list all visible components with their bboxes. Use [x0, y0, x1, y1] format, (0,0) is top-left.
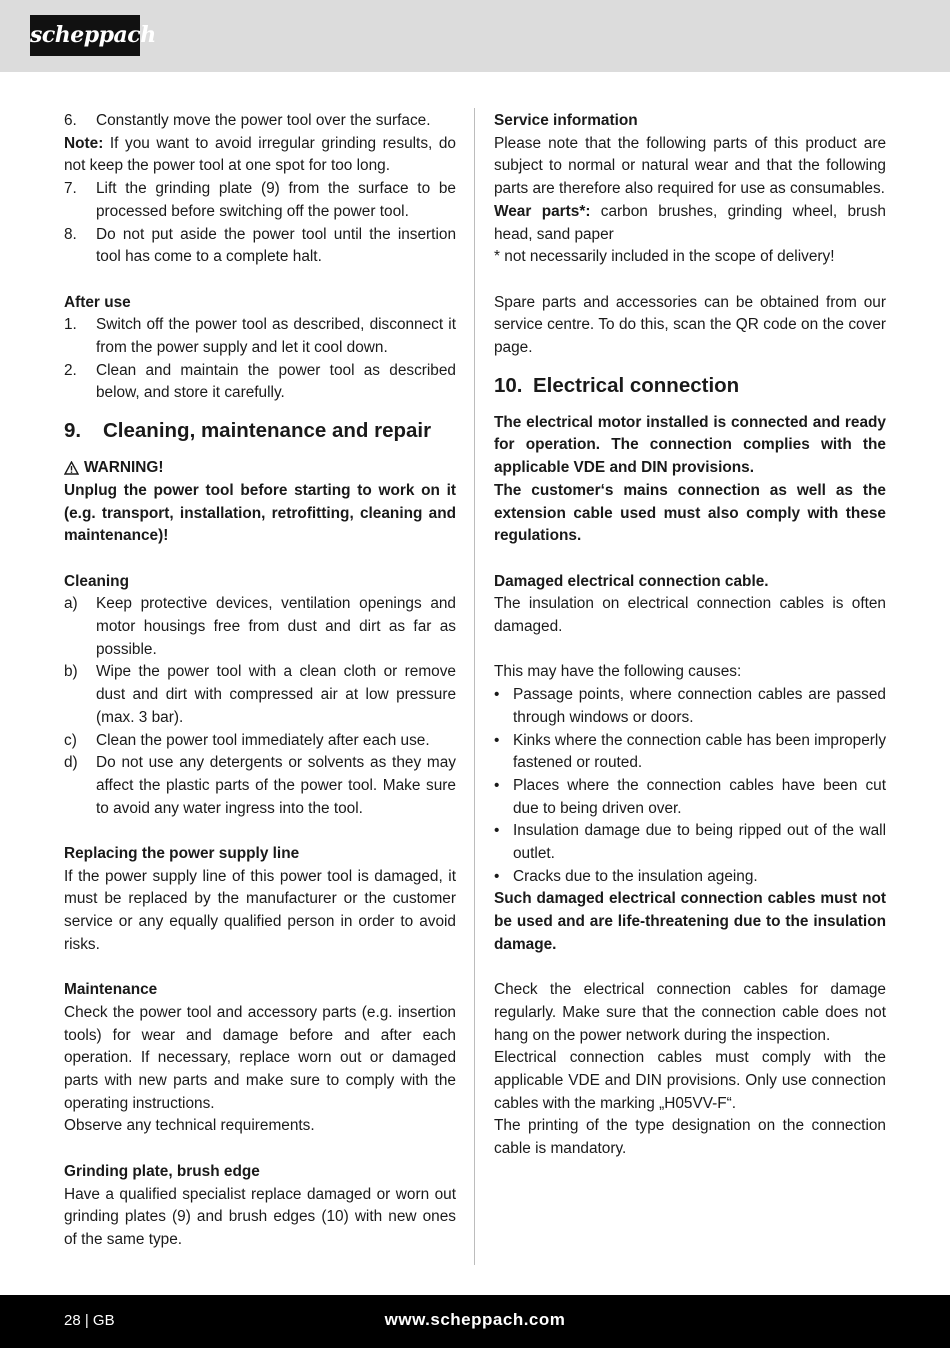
left-column [64, 110, 456, 1252]
list-item: b) Wipe the power tool with a clean cloth or remove dust and dirt with compressed air at low pressure (max. 3 bar). [64, 663, 456, 726]
list-item: 8. Do not put aside the power tool until the insertion tool has come to a complete halt. [64, 225, 456, 266]
right-column [494, 110, 886, 1161]
warning-triangle-icon [64, 461, 79, 475]
list-item: a) Keep protective devices, ventilation openings and motor housings free from dust and dirt as far as possible. [64, 595, 456, 658]
maintenance-text-2: Observe any technical requirements. [64, 1117, 315, 1135]
page-header [0, 0, 950, 72]
danger-text: Such damaged electrical connection cables must not be used and are life-threatening due to the insulation damage. [494, 890, 886, 953]
list-item: • Passage points, where connection cables are passed through windows or doors. [494, 686, 886, 726]
section-10-heading: 10. Electrical connection [494, 373, 740, 397]
service-text: Please note that the following parts of this product are subject to normal or natural wear and that the following parts are therefore also required for use as consumables. [494, 134, 886, 198]
list-item: 2. Clean and maintain the power tool as described below, and store it carefully. [64, 361, 456, 402]
replacing-heading: Replacing the power supply line [64, 845, 300, 863]
comply-text: Electrical connection cables must comply with the applicable VDE and DIN provisions. Only use connection cables with the marking „H05VV-F“. [494, 1049, 886, 1112]
wear-parts: Wear parts*: carbon brushes, grinding wheel, brush head, sand paper [494, 202, 886, 243]
footnote: * not necessarily included in the scope of delivery! [494, 248, 835, 266]
warning-text: Unplug the power tool before starting to work on it (e.g. transport, installation, retrofitting, cleaning and maintenance)! [64, 481, 456, 545]
list-item: • Places where the connection cables have been cut due to being driven over. [494, 776, 886, 817]
list-item: d) Do not use any detergents or solvents as they may affect the plastic parts of the power tool. Make sure to avoid any water ingress into the tool. [64, 754, 456, 817]
column-divider [474, 108, 475, 1265]
maintenance-heading: Maintenance [64, 981, 158, 999]
spare-parts-text: Spare parts and accessories can be obtained from our service centre. To do this, scan the QR code on the cover page. [494, 293, 886, 357]
maintenance-text: Check the power tool and accessory parts (e.g. insertion tools) for wear and damage before and after each operation. If necessary, replace worn out or damaged parts with new parts and make sure to comply with the operating instructions. [64, 1003, 456, 1112]
check-text: Check the electrical connection cables for damage regularly. Make sure that the connection cable does not hang on the power network during the inspection. [494, 981, 886, 1044]
grinding-heading: Grinding plate, brush edge [64, 1162, 260, 1180]
after-use-heading: After use [64, 293, 131, 311]
service-heading: Service information [494, 112, 638, 129]
warning-label: WARNING! [64, 457, 456, 480]
list-item: c) Clean the power tool immediately after each use. [64, 731, 430, 749]
list-item: • Kinks where the connection cable has been improperly fastened or routed. [494, 731, 887, 772]
replacing-text: If the power supply line of this power tool is damaged, it must be replaced by the manufacturer or the customer service or any equally qualified person in order to avoid risks. [64, 867, 456, 953]
list-item: 7. Lift the grinding plate (9) from the surface to be processed before switching off the power tool. [64, 180, 456, 220]
list-item: 1. Switch off the power tool as described, disconnect it from the power supply and let it cool down. [64, 316, 456, 357]
page-footer [0, 1295, 950, 1348]
list-item: • Insulation damage due to being ripped out of the wall outlet. [494, 822, 886, 863]
grinding-text: Have a qualified specialist replace damaged or worn out grinding plates (9) and brush edges (10) with new ones of the same type. [64, 1185, 456, 1248]
damaged-heading: Damaged electrical connection cable. [494, 572, 769, 590]
list-item: 6. Constantly move the power tool over the surface. [64, 112, 431, 129]
list-item: • Cracks due to the insulation ageing. [494, 867, 758, 885]
printing-text: The printing of the type designation on the connection cable is mandatory. [494, 1117, 886, 1158]
damaged-text: The insulation on electrical connection cables is often damaged. [494, 595, 886, 636]
causes-intro: This may have the following causes: [494, 663, 742, 681]
page-number: 28 | GB [64, 1312, 115, 1329]
brand-logo: scheppach [30, 15, 140, 56]
motor-text: The electrical motor installed is connected and ready for operation. The connection complies with the applicable VDE and DIN provisions. [494, 413, 886, 477]
section-9-heading: 9. Cleaning, maintenance and repair [64, 419, 432, 443]
website-link[interactable]: www.scheppach.com [384, 1310, 566, 1329]
note-paragraph: Note: If you want to avoid irregular grinding results, do not keep the power tool at one spot for too long. [64, 134, 456, 175]
cleaning-heading: Cleaning [64, 572, 129, 590]
customer-text: The customer‘s mains connection as well as the extension cable used must also comply with these regulations. [494, 481, 886, 545]
